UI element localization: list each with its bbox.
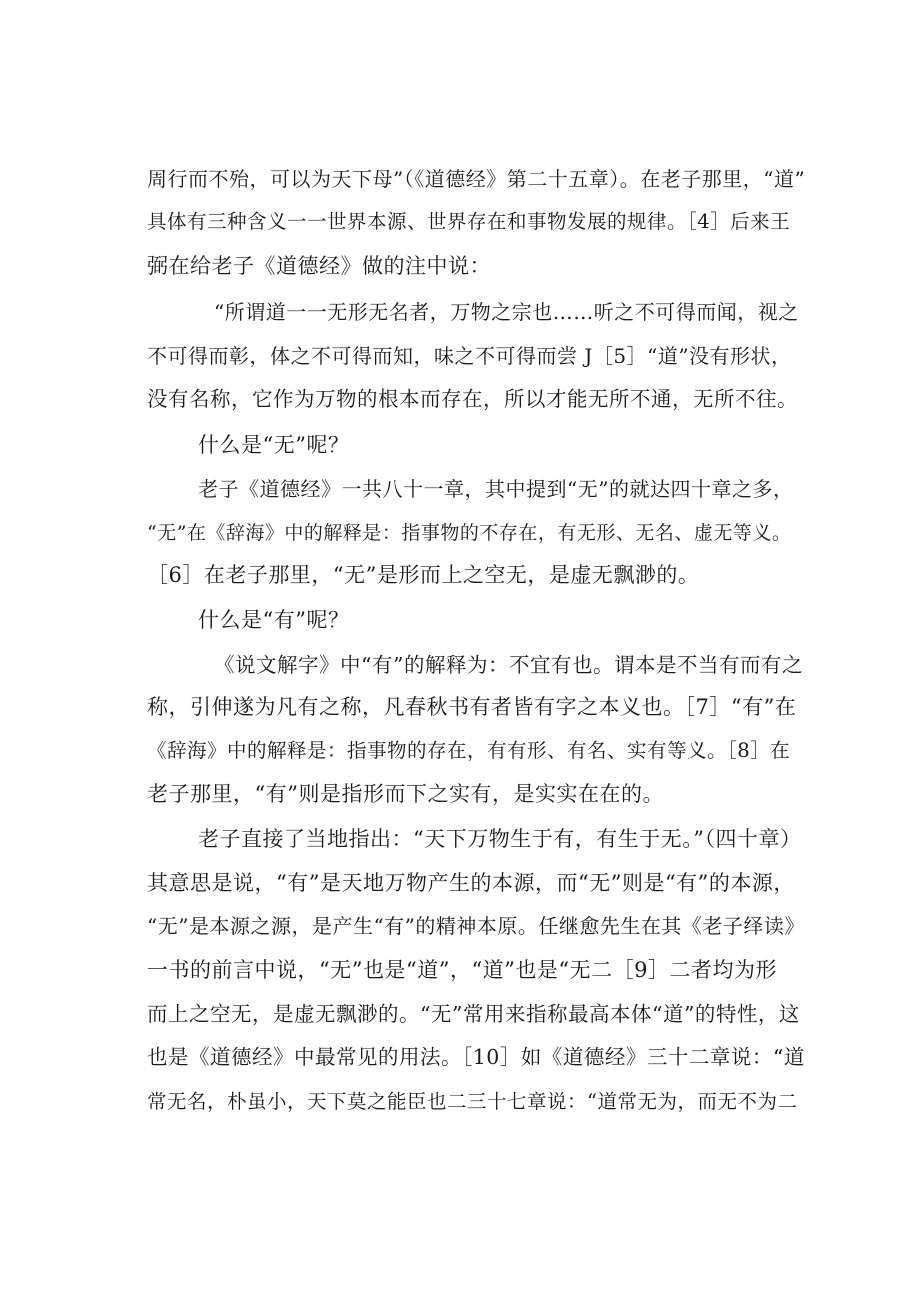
text-line: 其意思是说，“有”是天地万物产生的本源，而“无”则是“有”的本源， (147, 871, 795, 895)
text-line: 弼在给老子《道德经》做的注中说： (147, 254, 491, 278)
text-line: 也是《道德经》中最常见的用法。［10］如《道德经》三十二章说：“道 (147, 1045, 805, 1069)
text-line: 周行而不殆，可以为天下母”（《道德经》第二十五章）。在老子那里，“道” (147, 167, 806, 191)
text-line: “所谓道一一无形无名者，万物之宗也……听之不可得而闻，视之 (214, 300, 799, 324)
text-line: 《说文解字》中“有”的解释为：不宜有也。谓本是不当有而有之 (214, 653, 803, 677)
text-line: ［6］在老子那里，“无”是形而上之空无，是虚无飘渺的。 (147, 563, 700, 587)
text-line: 不可得而彰，体之不可得而知，味之不可得而尝 J［5］“道”没有形状， (147, 344, 792, 368)
text-line: 老子那里，“有”则是指形而下之实有，是实实在在的。 (147, 782, 664, 806)
text-line: 常无名，朴虽小，天下莫之能臣也二三十七章说：“道常无为，而无不为二 (147, 1090, 798, 1113)
text-line: 老子直接了当地指出：“天下万物生于有，有生于无。”（四十章） (198, 827, 802, 851)
text-line: 没有名称，它作为万物的根本而存在，所以才能无所不通，无所不往。 (147, 387, 798, 411)
text-line: 《辞海》中的解释是：指事物的存在，有有形、有名、实有等义。［8］在 (147, 739, 791, 762)
text-line: 一书的前言中说，“无”也是“道”，“道”也是“无二［9］二者均为形 (147, 958, 778, 982)
text-line: 老子《道德经》一共八十一章，其中提到“无”的就达四十章之多， (198, 477, 794, 501)
section-question: 什么是“无”呢？ (198, 433, 350, 457)
text-line: 具体有三种含义一一世界本源、世界存在和事物发展的规律。［4］后来王 (147, 210, 791, 233)
text-line: “无”在《辞海》中的解释是：指事物的不存在，有无形、无名、虚无等义。 (147, 522, 792, 544)
text-line: “无”是本源之源，是产生“有”的精神本原。任继愈先生在其《老子绎读》 (147, 914, 805, 938)
text-line: 而上之空无，是虚无飘渺的。“无”常用来指称最高本体“道”的特性，这 (147, 1002, 800, 1026)
section-question: 什么是“有”呢？ (198, 608, 350, 632)
text-line: 称，引伸遂为凡有之称，凡春秋书有者皆有字之本义也。［7］“有”在 (147, 695, 797, 719)
